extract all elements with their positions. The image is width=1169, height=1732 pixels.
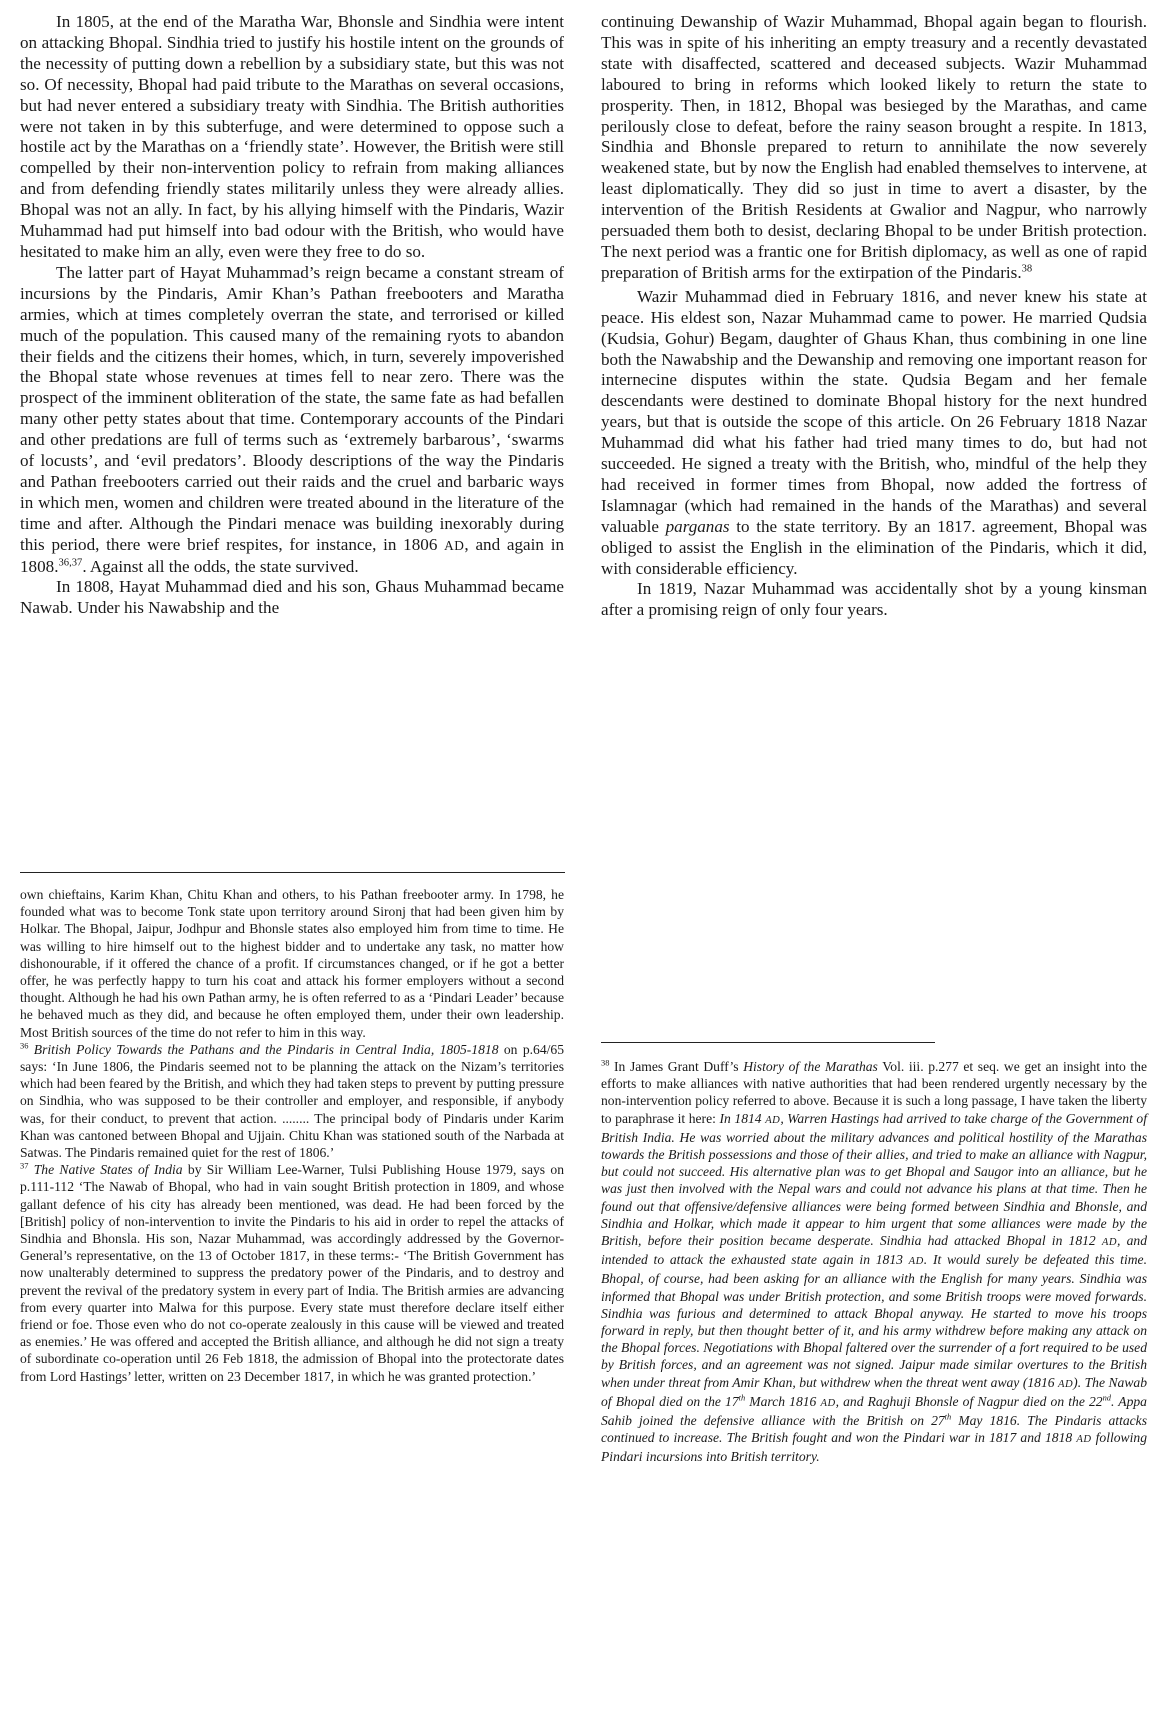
footnote-ref-36: 36 — [58, 556, 70, 568]
footnote-separator-left — [20, 872, 565, 873]
footnote-36 — [20, 1041, 564, 1161]
footnote-37 — [20, 1161, 564, 1385]
term-parganas: parganas — [665, 516, 730, 536]
ordinal-suffix: nd — [1102, 1392, 1112, 1403]
footnote-number-36: 36 — [20, 1040, 29, 1051]
paragraph-hayat-end: . Against all the odds, the state survived. — [82, 556, 359, 576]
era-label: AD — [820, 1397, 836, 1409]
paragraph-maratha-war: In 1805, at the end of the Maratha War, Bhonsle and Sindhia were intent on attacking Bhopal. Sindhia tried to justify his hostile intent on the grounds of the necessity of putting down a rebellion by a subsidiary state, but this was not so. Of necessity, Bhopal had paid tribute to the Marathas on several occasions, but had never entered a subsidiary treaty with Sindhia. The British authorities were not taken in by this subterfuge, and were determined to oppose such a hostile act by the Marathas on a ‘friendly state’. However, the British were still compelled by their non-intervention policy to refrain from making alliances and from defending friendly states militarily unless they were already allies. Bhopal was not an ally. In fact, by his allying himself with the Pindaris, Wazir Muhammad had put himself into bad odour with the British, who would have hesitated to make him an ally, even were they free to do so. — [20, 12, 564, 261]
paraphrase-part-7: , and Raghuji Bhonsle of Nagpur died on the 22 — [835, 1393, 1103, 1409]
footnote-37-title: The Native States of India — [33, 1162, 183, 1178]
paragraph-nazar-death: In 1819, Nazar Muhammad was accidentally shot by a young kinsman after a promising reign of only four years. — [601, 579, 1147, 620]
footnote-ref-37: 37 — [71, 556, 83, 568]
paraphrase-part-6: March 1816 — [745, 1393, 817, 1409]
paraphrase-part-5: ). The Nawab of Bhopal died on the 17 — [601, 1374, 1147, 1409]
paraphrase-part-10: following Pindari incursions into British territory. — [601, 1430, 1147, 1465]
footnote-38-title: History of the Marathas — [743, 1059, 878, 1074]
paragraph-wazir-text: Wazir Muhammad died in February 1816, and never knew his state at peace. His eldest son, Nazar Muhammad came to power. He married Qudsia (Kudsia, Gohur) Begam, daughter of Ghaus Khan, thus combining in one line both the Nawabship and the Dewanship and removing one important reason for internecine disputes within the state. Qudsia Begam and her female descendants were destined to dominate Bhopal history for the next hundred years, but that is outside the scope of this article. On 26 February 1818 Nazar Muhammad did what his father had tried many times to do, but had not succeeded. He signed a treaty with the British, who, mindful of the help they had received in former times from Bhopal, now added the fortress of Islamnagar (which had remained in the hands of the Marathas) and several valuable — [601, 286, 1147, 536]
footnote-number-37: 37 — [20, 1160, 29, 1171]
paraphrase-part-9: May 1816. The Pindaris attacks continued to increase. The British fought and won the Pindari war in 1817 and 1818 — [601, 1413, 1147, 1446]
left-main-column — [20, 12, 564, 619]
era-label: AD — [765, 1114, 781, 1126]
paraphrase-part-8: . Appa Sahib joined the defensive alliance with the British on 27 — [601, 1393, 1147, 1429]
footnote-ref-separator: , — [69, 556, 72, 568]
ordinal-suffix: th — [944, 1411, 952, 1422]
paragraph-hayat-tail: , and again in 1808. — [20, 534, 564, 576]
paragraph-wazir-death — [601, 287, 1147, 580]
paragraph-dewanship-text: continuing Dewanship of Wazir Muhammad, Bhopal again began to flourish. This was in spite of his inheriting an empty treasury and a recently devastated state with disaffected, scattered and deceased subjects. Wazir Muhammad laboured to bring in reforms which looked likely to return the state to prosperity. Then, in 1812, Bhopal was besieged by the Marathas, and came perilously close to defeat, before the rainy season brought a respite. In 1813, Sindhia and Bhonsle prepared to return to annihilate the now severely weakened state, but by now the English had enabled themselves to intervene, at least diplomatically. They did so just in time to avert a disaster, by the intervention of the British Residents at Gwalior and Nagpur, who narrowly persuaded them both to desist, declaring Bhopal to be under British protection. The next period was a frantic one for British diplomacy, as well as one of rapid preparation of British arms for the extirpation of the Pindaris. — [601, 12, 1147, 282]
left-footnotes — [20, 886, 564, 1385]
paragraph-hayat-text: The latter part of Hayat Muhammad’s reign became a constant stream of incursions by the Pindaris, Amir Khan’s Pathan freebooters and Maratha armies, which at times completely overran the state, and terrorised or killed much of the population. This caused many of the remaining ryots to abandon their fields and the citizens their homes, which, in turn, severely impoverished the Bhopal state whose revenues at times fell to near zero. There was the prospect of the imminent obliteration of the state, the same fate as had befallen many other petty states about that time. Contemporary accounts of the Pindari and other predations are full of terms such as ‘extremely barbarous’, ‘swarms of locusts’, and ‘evil predators’. Bloody descriptions of the way the Pindaris and Pathan freebooters carried out their raids and the cruel and barbaric ways in which men, women and children were treated abound in the literature of the time and after. Although the Pindari menace was building inexorably during this period, there were brief respites, for instance, in 1806 — [20, 262, 564, 554]
paraphrase-part-3: , and intended to attack the exhausted state again in 1813 — [601, 1233, 1147, 1268]
footnote-36-text: on p.64/65 says: ‘In June 1806, the Pindaris seemed not to be planning the attack on the Nizam’s territories which had been feared by the British, and which they had taken steps to prevent by putting pressure on Sindhia, who was supposed to be their controller and employer, and responsible, if anybody was, for their conduct, to prevent that action. ........ The principal body of Pindaris under Karim Khan was cantoned between Bhopal and Ujjain. Chitu Khan was stationed south of the Narbada at Satwas. The Pindaris remained quiet for the rest of 1806.’ — [20, 1041, 564, 1161]
era-label: AD — [908, 1256, 924, 1268]
footnote-continuation: own chieftains, Karim Khan, Chitu Khan and others, to his Pathan freebooter army. In 1798, he founded what was to become Tonk state upon territory around Sironj that had been given him by Holkar. The Bhopal, Jaipur, Jodhpur and Bhonsle states also employed him from time to time. He was willing to hire himself out to the highest bidder and to undertake any task, no matter how dishonourable, if it offered the chance of a profit. If circumstances changed, or if he got a better offer, he was perfectly happy to turn his coat and attack his former employers without a second thought. Although he had his own Pathan army, he is often referred to as a ‘Pindari Leader’ because he behaved much as they did, and because he often employed them, under their own leadership. Most British sources of the time do not refer to him in this way. — [20, 887, 564, 1040]
era-label: AD — [1058, 1378, 1074, 1390]
footnote-separator-right — [601, 1042, 935, 1043]
paragraph-dewanship — [601, 12, 1147, 284]
paraphrase-part-4: . It would surely be defeated this time. Bhopal, of course, had been asking for an alliance with the English for many years. Sindhia was informed that Bhopal was under British protection, and some British troops were moved forwards. Sindhia was furious and determined to attack Bhopal anyway. He started to move his troops forward in reply, but then thought better of it, and his army withdrew before making any attack on the Bhopal forces. Negotiations with Bhopal faltered over the surrender of a fort required to be used by British forces, and an agreement was not signed. Jaipur made similar overtures to the British when under threat from Amir Khan, but withdrew when the threat went away (1816 — [601, 1252, 1147, 1390]
ordinal-suffix: th — [738, 1392, 746, 1403]
paragraph-wazir-tail: to the state territory. By an 1817. agreement, Bhopal was obliged to assist the English in the elimination of the Pindaris, which it did, with considerable efficiency. — [601, 516, 1147, 578]
footnote-37-text: by Sir William Lee-Warner, Tulsi Publishing House 1979, says on p.111-112 ‘The Nawab of Bhopal, who had in vain sought British protection in 1809, and whose gallant defence of his city has already been mentioned, was dead. He had been forced by the [British] policy of non-intervention to invite the Pindaris to his aid in order to repel the attacks of Sindhia and Bhonsla. His son, Nazar Muhammad, was accordingly addressed by the Governor-General’s representative, on the 13 of October 1817, in these terms:- ‘The British Government has now unalterably determined to suppress the predatory power of the Pindaris, and to destroy and prevent the revival of the predatory system in every part of India. The British armies are advancing from every quarter into Malwa for this purpose. Every state must therefore declare itself either friend or foe. Those even who do not co-operate zealously in this cause will be viewed and treated as enemies.’ He was offered and accepted the British alliance, and although he did not sign a treaty of subordinate co-operation until 26 Feb 1818, the admission of Bhopal into the protectorate dates from Lord Hastings’ letter, written on 23 December 1817, in which he was granted protection.’ — [20, 1162, 564, 1384]
paraphrase-part-1: In 1814 — [719, 1110, 762, 1126]
paragraph-hayat-reign — [20, 263, 564, 578]
footnote-38 — [601, 1058, 1147, 1466]
era-label: AD — [1076, 1434, 1092, 1446]
right-main-column — [601, 12, 1147, 621]
footnote-ref-38: 38 — [1021, 263, 1033, 275]
footnote-38-paraphrase — [601, 1111, 1147, 1465]
era-label: AD — [444, 537, 465, 553]
paraphrase-part-2: , Warren Hastings had arrived to take charge of the Government of British India. He was worried about the military advances and political hostility of the Marathas towards the British possessions and those of their allies, and tried to make an alliance with Nagpur, but could not succeed. His alternative plan was to get Bhopal and Saugor into an alliance, but he was just then involved with the Nepal wars and could not advance his plans at that time. Then he found out that offensive/defensive alliances were being formed between Sindhia and Bhonsle, and Sindhia and Holkar, which made it appear to him urgent that some alliances were made by the British, before their position became desperate. Sindhia had attacked Bhopal in 1812 — [601, 1110, 1148, 1249]
era-label: AD — [1101, 1237, 1118, 1249]
right-footnotes — [601, 1058, 1147, 1466]
footnote-number-38: 38 — [601, 1057, 610, 1068]
paragraph-ghaus-nawab: In 1808, Hayat Muhammad died and his son, Ghaus Muhammad became Nawab. Under his Nawabship and the — [20, 577, 564, 618]
footnote-36-title: British Policy Towards the Pathans and the Pindaris in Central India, 1805-1818 — [33, 1041, 499, 1057]
footnote-38-text: Vol. iii. p.277 et seq. we get an insight into the efforts to make alliances with native authorities that had been rendered urgently necessary by the non-intervention policy referred to above. Because it is such a long passage, I have taken the liberty to paraphrase it here: — [601, 1059, 1148, 1126]
footnote-38-intro: In James Grant Duff’s — [614, 1059, 739, 1074]
